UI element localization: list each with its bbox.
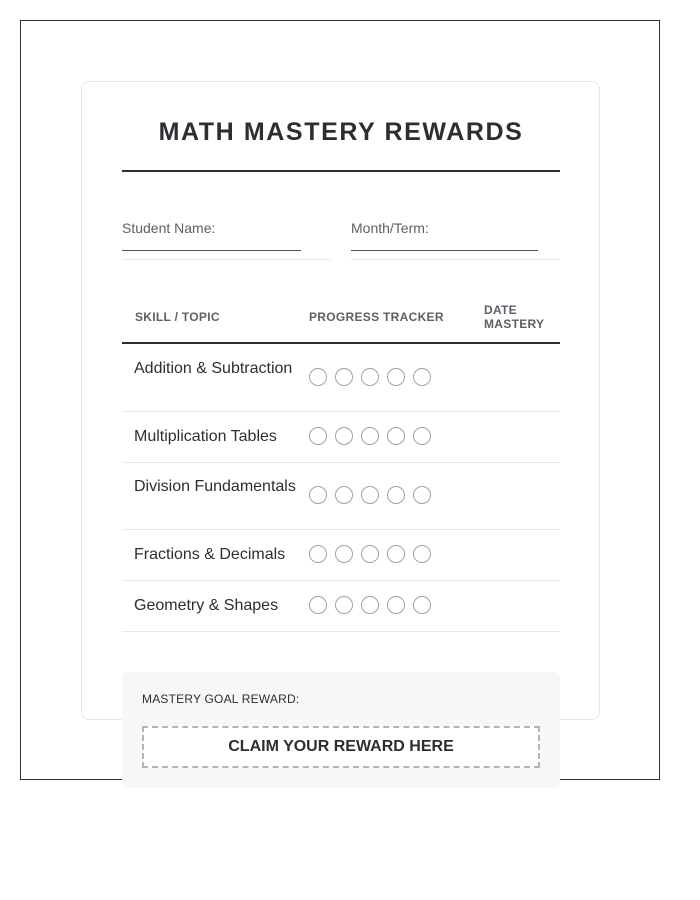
table-row — [122, 345, 560, 412]
date-mastery-cell[interactable] — [484, 463, 560, 529]
table-row — [122, 412, 560, 463]
progress-bubble[interactable] — [413, 545, 431, 563]
skill-name: Fractions & Decimals — [134, 546, 286, 563]
progress-tracker — [309, 545, 431, 563]
reward-label: MASTERY GOAL REWARD: — [142, 692, 300, 706]
progress-bubble[interactable] — [309, 545, 327, 563]
progress-bubble[interactable] — [309, 368, 327, 386]
claim-reward-box[interactable]: CLAIM YOUR REWARD HERE — [142, 726, 540, 768]
mastery-goal-reward-box — [122, 672, 560, 788]
progress-tracker — [309, 596, 431, 614]
skill-name: Division Fundamentals — [134, 478, 296, 495]
progress-bubble[interactable] — [413, 486, 431, 504]
progress-bubble[interactable] — [309, 596, 327, 614]
skill-name: Addition & Subtraction — [134, 360, 293, 377]
progress-bubble[interactable] — [335, 486, 353, 504]
progress-bubble[interactable] — [361, 545, 379, 563]
month-term-label: Month/Term: — [351, 220, 429, 236]
header-progress-tracker: PROGRESS TRACKER — [309, 310, 444, 324]
skills-table-body — [122, 345, 560, 632]
progress-bubble[interactable] — [387, 486, 405, 504]
progress-tracker — [309, 427, 431, 445]
student-name-field[interactable] — [122, 218, 331, 260]
progress-bubble[interactable] — [335, 596, 353, 614]
table-row — [122, 581, 560, 632]
month-term-field[interactable] — [351, 218, 560, 260]
date-mastery-cell[interactable] — [484, 345, 560, 411]
progress-bubble[interactable] — [387, 596, 405, 614]
progress-bubble[interactable] — [387, 368, 405, 386]
progress-tracker — [309, 486, 431, 504]
date-mastery-cell[interactable] — [484, 530, 560, 580]
progress-bubble[interactable] — [335, 545, 353, 563]
table-header — [122, 296, 560, 344]
table-row — [122, 463, 560, 530]
header-skill-topic: SKILL / TOPIC — [135, 310, 220, 324]
date-mastery-cell[interactable] — [484, 581, 560, 631]
table-row — [122, 530, 560, 581]
progress-tracker — [309, 368, 431, 386]
progress-bubble[interactable] — [309, 486, 327, 504]
progress-bubble[interactable] — [361, 596, 379, 614]
progress-bubble[interactable] — [361, 368, 379, 386]
title-divider — [122, 170, 560, 172]
skill-name: Geometry & Shapes — [134, 597, 279, 614]
month-term-line[interactable] — [351, 250, 538, 251]
header-date-mastery: DATE MASTERY — [484, 303, 545, 331]
student-name-line[interactable] — [122, 250, 301, 251]
progress-bubble[interactable] — [413, 368, 431, 386]
progress-bubble[interactable] — [309, 427, 327, 445]
progress-bubble[interactable] — [361, 486, 379, 504]
student-name-label: Student Name: — [122, 220, 216, 236]
progress-bubble[interactable] — [361, 427, 379, 445]
progress-bubble[interactable] — [335, 427, 353, 445]
progress-bubble[interactable] — [387, 427, 405, 445]
progress-bubble[interactable] — [335, 368, 353, 386]
skill-name: Multiplication Tables — [134, 428, 277, 445]
page-title: MATH MASTERY REWARDS — [158, 118, 524, 146]
progress-bubble[interactable] — [413, 427, 431, 445]
date-mastery-cell[interactable] — [484, 412, 560, 462]
progress-bubble[interactable] — [387, 545, 405, 563]
progress-bubble[interactable] — [413, 596, 431, 614]
